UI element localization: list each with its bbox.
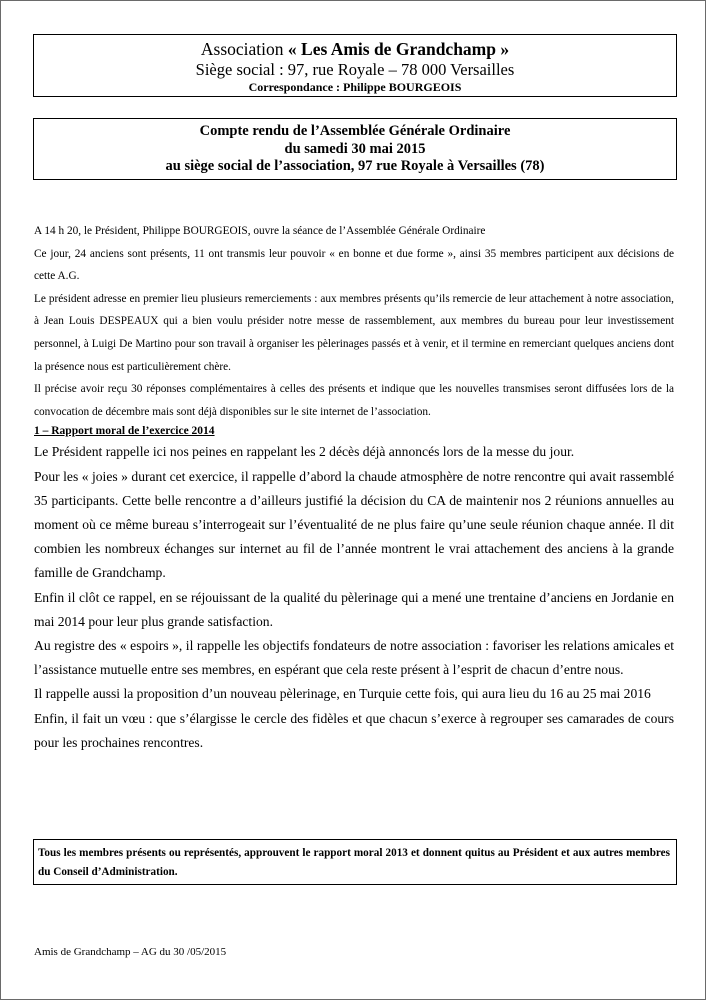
- section-paragraph: Il rappelle aussi la proposition d’un nouveau pèlerinage, en Turquie cette fois, qui aura lieu du 16 au 25 mai 2016: [34, 686, 651, 702]
- page-footer: Amis de Grandchamp – AG du 30 /05/2015: [34, 946, 227, 958]
- section-paragraph: Enfin il clôt ce rappel, en se réjouissant de la qualité du pèlerinage qui a mené une trentaine d’anciens en Jordanie en mai 2014 pour leur plus grande satisfaction.: [34, 589, 674, 629]
- resolution-text: Tous les membres présents ou représentés, approuvent le rapport moral 2013 et donnent quitus au Président et aux autres membres du Conseil d’Administration.: [38, 847, 670, 878]
- intro-section: [34, 220, 674, 423]
- title-line-3: au siège social de l’association, 97 rue Royale à Versailles (78): [165, 158, 545, 174]
- section-paragraph: Au registre des « espoirs », il rappelle les objectifs fondateurs de notre association : favoriser les relations amicales et l’assistance mutuelle entre ses membres, en espérant que cela reste présent à l’esprit de chacun d’entre nous.: [34, 637, 674, 678]
- association-name-line: Association « Les Amis de Grandchamp »: [200, 39, 510, 59]
- intro-paragraph: Il précise avoir reçu 30 réponses complémentaires à celles des présents et indique que les nouvelles transmises seront diffusées lors de la convocation de décembre mais sont déjà disponibles sur le site internet de l’association.: [34, 383, 674, 418]
- association-header: [33, 34, 677, 97]
- association-name: « Les Amis de Grandchamp »: [287, 39, 510, 59]
- section-paragraph: Le Président rappelle ici nos peines en rappelant les 2 décès déjà annoncés lors de la messe du jour.: [34, 444, 575, 460]
- section-heading: 1 – Rapport moral de l’exercice 2014: [34, 425, 215, 438]
- title-line-1: Compte rendu de l’Assemblée Générale Ordinaire: [199, 123, 511, 139]
- report-title: [33, 118, 677, 180]
- report-body: [34, 220, 674, 755]
- section-paragraph: Enfin, il fait un vœu : que s’élargisse le cercle des fidèles et que chacun s’exerce à regrouper ses camarades de cours pour les prochaines rencontres.: [34, 710, 674, 750]
- head-office-address: Siège social : 97, rue Royale – 78 000 Versailles: [195, 60, 515, 79]
- intro-paragraph: Ce jour, 24 anciens sont présents, 11 ont transmis leur pouvoir « en bonne et due forme », ainsi 35 membres participent aux décisions de cette A.G.: [34, 247, 674, 283]
- correspondence-line: Correspondance : Philippe BOURGEOIS: [248, 80, 462, 94]
- section-paragraph: Pour les « joies » durant cet exercice, il rappelle d’abord la chaude atmosphère de notre rencontre qui avait rassemblé 35 participants. Cette belle rencontre a d’ailleurs justifié la décision du CA de maintenir nos 2 réunions annuelles au moment où ce même bureau s’interrogeait sur l’éventualité de ne plus faire qu’une seule réunion chaque année. Il dit combien les nombreux échanges sur internet au fil de l’année montrent le vrai attachement des anciens à la grande famille de Grandchamp.: [34, 468, 674, 581]
- intro-paragraph: Le président adresse en premier lieu plusieurs remerciements : aux membres présents qu’ils remercie de leur attachement à notre association, à Jean Louis DESPEAUX qui a bien voulu présider notre messe de rassemblement, aux membres du bureau pour leur investissement personnel, à Luigi De Martino pour son travail à organiser les pèlerinages passés et à venir, et il termine en remerciant quelques anciens dont la présence nous est particulièrement chère.: [34, 292, 674, 373]
- resolution-box: [33, 839, 677, 885]
- moral-report-section: [34, 440, 674, 755]
- title-line-2: du samedi 30 mai 2015: [284, 140, 426, 157]
- intro-paragraph: A 14 h 20, le Président, Philippe BOURGEOIS, ouvre la séance de l’Assemblée Générale Ordinaire: [34, 225, 486, 237]
